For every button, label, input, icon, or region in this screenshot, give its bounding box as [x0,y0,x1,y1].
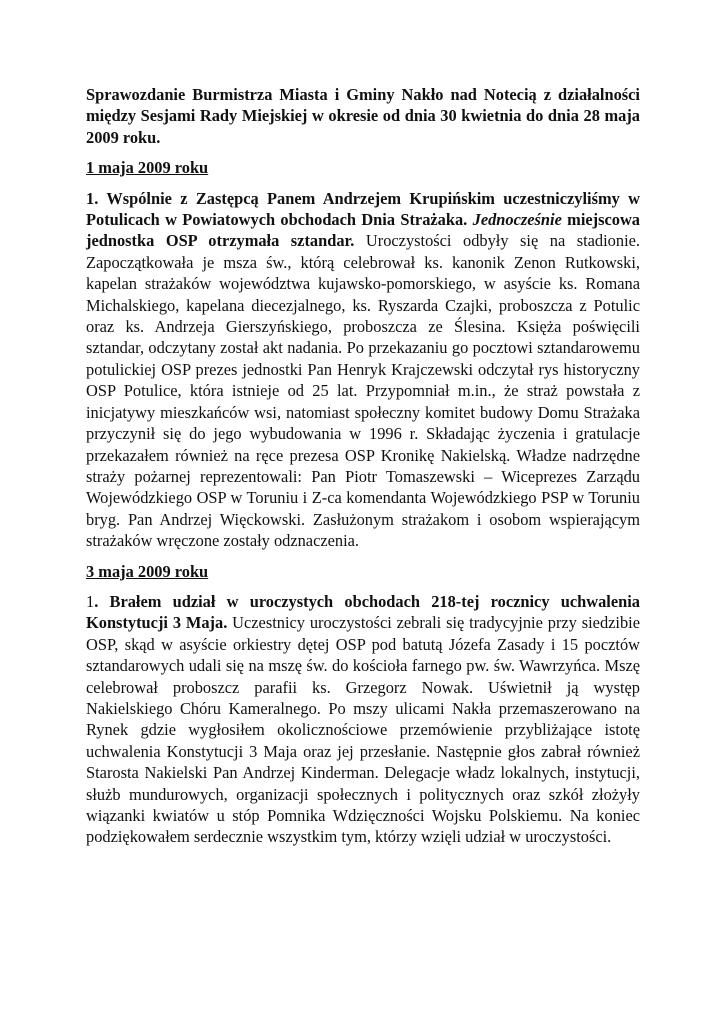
section-date: 3 maja 2009 roku [86,561,209,581]
document-page [86,84,640,857]
paragraph-lead-continued: miejscowa jednostka OSP otrzymała sztandar. [86,210,640,251]
paragraph-lead: . Brałem udział w uroczystych obchodach 218-tej rocznicy uchwalenia Konstytucji 3 Maja. [86,591,640,633]
section-paragraph [86,591,640,848]
paragraph-lead: Wspólnie z Zastępcą Panem Andrzejem Krupińskim uczestniczyliśmy w Potulicach w Powiatowych obchodach Dnia Strażaka. [86,188,640,230]
paragraph-number: 1. [86,188,107,208]
paragraph-body: Uroczystości odbyły się na stadionie. Zapoczątkowała je msza św., którą celebrował ks. kanonik Zenon Rutkowski, kapelan strażaków województwa kujawsko-pomorskiego, w asyście ks. Romana Michalskiego, kapelana diecezjalnego, ks. Ryszarda Czajki, proboszcza z Potulic oraz ks. Andrzeja Gierszyńskiego, proboszcza ze Ślesina. Księża poświęcili sztandar, odczytany został akt nadania. Po przekazaniu go pocztowi sztandarowemu potulickiej OSP prezes jednostki Pan Henryk Krajczewski odczytał rys historyczny OSP Potulice, która istnieje od 25 lat. Przypomniał m.in., że straż powstała z inicjatywy mieszkańców wsi, natomiast społeczny komitet budowy Domu Strażaka przyczynił się do jego wybudowania w 1996 r. Składając życzenia i gratulacje przekazałem również na ręce prezesa OSP Kronikę Nakielską. Władze nadrzędne straży pożarnej reprezentowali: Pan Piotr Tomaszewski – Wiceprezes Zarządu Wojewódzkiego OSP w Toruniu i Z-ca komendanta Wojewódzkiego PSP w Toruniu bryg. Pan Andrzej Więckowski. Zasłużonym strażakom i osobom wspierającym strażaków wręczone zostały odznaczenia. [86,231,640,551]
paragraph-emphasis: Jednocześnie [467,210,568,230]
document-title: Sprawozdanie Burmistrza Miasta i Gminy Nakło nad Notecią z działalności między Sesjami Rady Miejskiej w okresie od dnia 30 kwietnia do dnia 28 maja 2009 roku. [86,85,640,147]
section-paragraph [86,188,640,552]
paragraph-number: 1 [86,591,95,611]
section-date: 1 maja 2009 roku [86,158,209,178]
paragraph-body: Uczestnicy uroczystości zebrali się tradycyjnie przy siedzibie OSP, skąd w asyście orkiestry dętej OSP pod batutą Józefa Zasady i 15 pocztów sztandarowych udali się na mszę św. do kościoła farnego pw. św. Wawrzyńca. Mszę celebrował proboszcz parafii ks. Grzegorz Nowak. Uświetnił ją występ Nakielskiego Chóru Kameralnego. Po mszy ulicami Nakła przemaszerowano na Rynek gdzie wygłosiłem okolicznościowe przemówienie przybliżające istotę uchwalenia Konstytucji 3 Maja oraz jej przesłanie. Następnie głos zabrał również Starosta Nakielski Pan Andrzej Kinderman. Delegacje władz lokalnych, instytucji, służb mundurowych, organizacji społecznych i politycznych oraz szkół złożyły wiązanki kwiatów u stóp Pomnika Wdzięczności Wojsku Polskiemu. Na koniec podziękowałem serdecznie wszystkim tym, którzy wzięli udział w uroczystości. [86,613,640,847]
